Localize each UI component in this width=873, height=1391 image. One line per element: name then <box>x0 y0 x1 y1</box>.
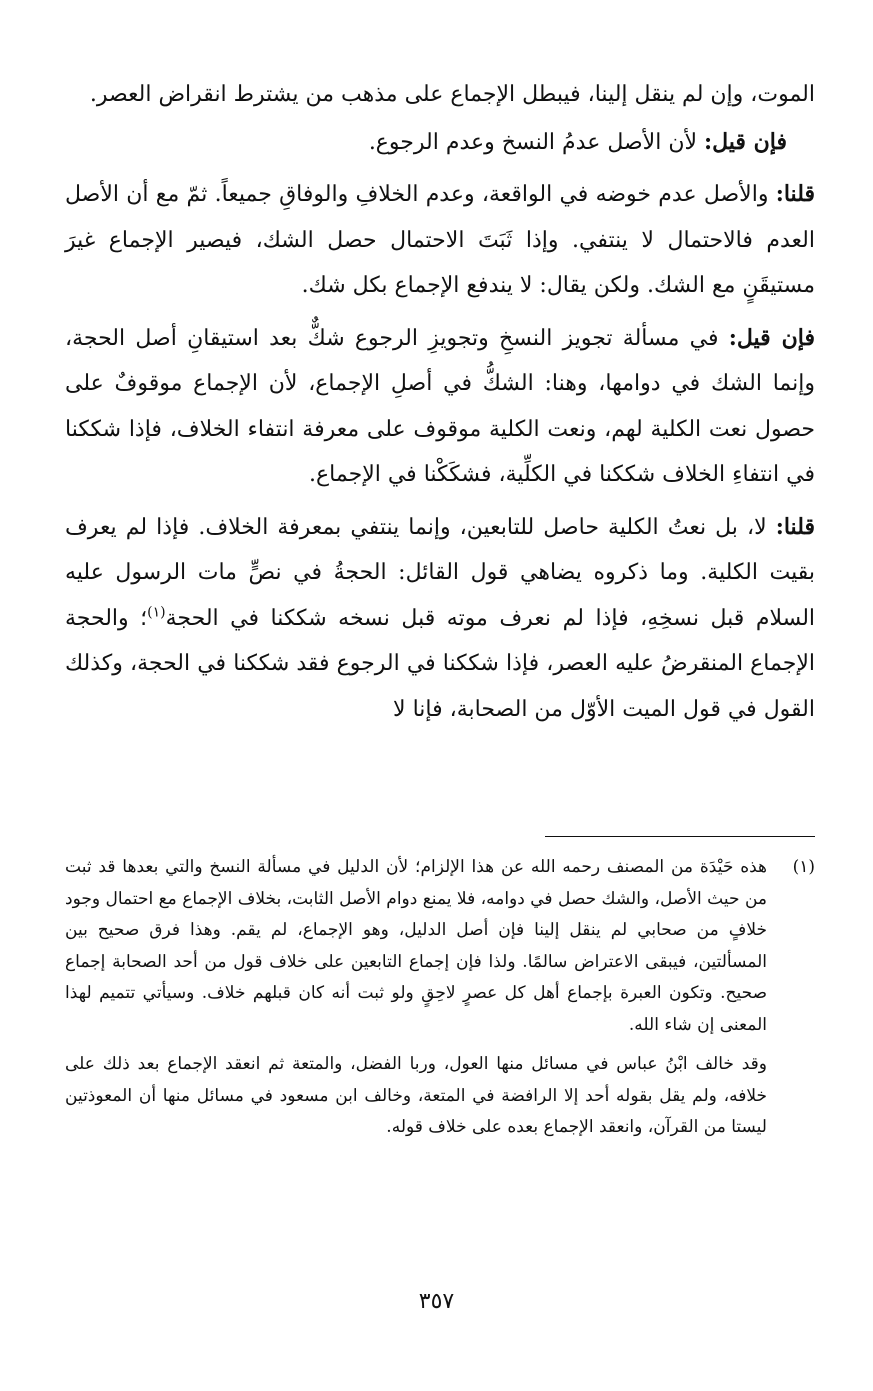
paragraph-5-text-before: لا، بل نعتُ الكلية حاصل للتابعين، وإنما ينتفي بمعرفة الخلاف. فإذا لم يعرف بقيت الكلية. وما ذكروه يضاهي قول القائل: الحجةُ في نصٍّ مات الرسول عليه السلام قبل نسخِهِ، فإذا لم نعرف موته قبل نسخه شككنا في الحجة <box>65 514 816 631</box>
paragraph-5-text-after: ؛ والحجة الإجماع المنقرضُ عليه العصر، فإذا شككنا في الرجوع فقد شككنا في الحجة، وكذلك القول في قول الميت الأوّل من الصحابة، فإنا لا <box>65 605 815 722</box>
footnotes <box>65 852 815 1152</box>
footnote-reference[interactable]: (١) <box>147 604 166 621</box>
paragraph-4-text: في مسألة تجويز النسخِ وتجويزِ الرجوع شكٌّ بعد استيقانِ أصل الحجة، وإنما الشك في دوامها، وهنا: الشكُّ في أصلِ الإجماع، لأن الإجماع موقوفٌ على حصول نعت الكلية لهم، ونعت الكلية موقوف على معرفة انتفاء الخلاف، فإذا شككنا في انتفاءِ الخلاف شككنا في الكلِّية، فشكَكْنا في الإجماع. <box>65 325 815 487</box>
footnote-body <box>65 852 767 1152</box>
footnote-paragraph-1: هذه حَيْدَة من المصنف رحمه الله عن هذا الإلزام؛ لأن الدليل في مسألة النسخ والتي بعدها قد ثبت من حيث الأصل، والشك حصل في دوامه، فلا يمنع دوام الأصل الثابت، بخلاف الإجماع مع احتمال وجود خلافٍ من صحابي لم ينقل إلينا فإن أصل الدليل، وهو الإجماع، لم يقم. وهذا فرق صحيح بين المسألتين، فيبقى الاعتراض سالمًا. ولذا فإن إجماع التابعين على خلاف قول من أحد الصحابة إجماع صحيح. وتكون العبرة بإجماع أهل كل عصرٍ لاحِقٍ ولو ثبت أنه كان قبلهم خلاف. وسيأتي تتميم لهذا المعنى إن شاء الله. <box>65 857 767 1035</box>
paragraph-5 <box>65 505 815 733</box>
paragraph-3-lead: قلنا: <box>775 181 815 207</box>
paragraph-2 <box>65 120 815 166</box>
page-number: ٣٥٧ <box>418 1289 455 1314</box>
footnote-separator <box>545 836 815 837</box>
paragraph-5-lead: قلنا: <box>775 513 815 540</box>
paragraph-1-text: الموت، وإن لم ينقل إلينا، فيبطل الإجماع على مذهب من يشترط انقراض العصر. <box>89 82 815 107</box>
footnote-paragraph-2: وقد خالف ابْنُ عباس في مسائل منها العول، وربا الفضل، والمتعة ثم انعقد الإجماع بعد ذلك على خلافه، ولم يقل بقوله أحد إلا الرافضة في المتعة، وخالف ابن مسعود في مسائل منها أن المعوذتين ليستا من القرآن، وانعقد الإجماع بعده على خلاف قوله. <box>65 1054 767 1137</box>
main-text <box>65 72 815 739</box>
footnote-number: (١) <box>792 857 815 877</box>
paragraph-2-lead: فإن قيل: <box>704 128 787 155</box>
paragraph-1 <box>65 72 815 118</box>
paragraph-4 <box>65 316 815 498</box>
paragraph-3-text: والأصل عدم خوضه في الواقعة، وعدم الخلافِ والوفاقِ جميعاً. ثمّ مع أن الأصل العدم فالاحتمال لا ينتفي. وإذا ثَبَتَ الاحتمال حصل الشك، فيصير الإجماع غيرَ مستيقَنٍ مع الشك. ولكن يقال: لا يندفع الإجماع بكل شك. <box>65 182 815 298</box>
footnote-1 <box>65 852 815 1152</box>
paragraph-4-lead: فإن قيل: <box>728 324 815 351</box>
paragraph-2-text: لأن الأصل عدمُ النسخ وعدم الرجوع. <box>368 129 705 155</box>
paragraph-3 <box>65 172 815 309</box>
